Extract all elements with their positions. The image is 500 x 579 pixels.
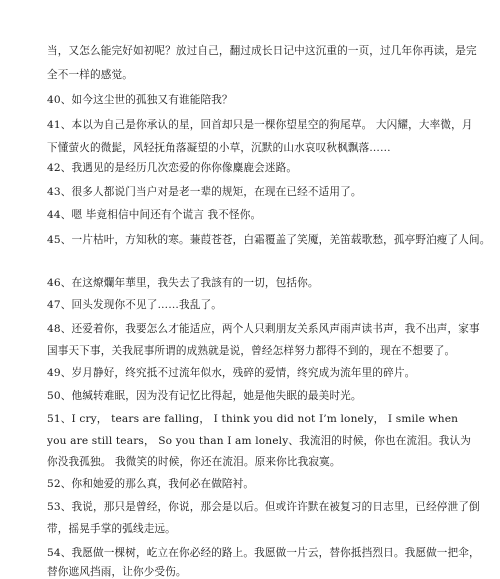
text-line: 45、一片枯叶，方知秋的寒。蒹葭苍苍，白霜覆盖了笑魇，羌笛载歌愁，孤亭野泊瘦了人间。	[47, 234, 491, 246]
text-line: 48、还爱着你，我要怎么才能适应，两个人只剩朋友关系风声雨声读书声，我不出声，家事	[47, 323, 480, 335]
text-line: 42、我遇见的是经历几次恋爱的你你像麋鹿会迷路。	[47, 162, 298, 174]
text-line: 替你遮风挡雨，让你少受伤。	[47, 566, 187, 578]
text-line: 44、嗯 毕竟相信中间还有个谎言 我不怪你。	[47, 209, 262, 221]
text-line: 下懂萤火的微髭，风轻抚角落凝望的小草，沉默的山水哀叹秋枫飘落……	[47, 142, 391, 154]
text-line: you are still tears， So you than I am lonely、我流泪的时候，你也在流泪。我认为	[47, 435, 471, 447]
text-line: 41、本以为自己是你承认的星，回首却只是一棵你望星空的狗尾草。 大闪耀，大率微，月	[47, 119, 473, 131]
text-line: 你没我孤独。 我微笑的时候，你还在流泪。原来你比我寂寞。	[47, 456, 341, 468]
text-line: 43、很多人都说门当户对是老一辈的规矩，在现在已经不适用了。	[47, 186, 362, 198]
text-line: 53、我说，那只是曾经，你说，那会是以后。但或许许默在被复习的日志里，已经停泄了倒	[47, 501, 480, 513]
text-line: 51、I cry， tears are falling， I think you did not I’m lonely， I smile when	[47, 413, 459, 425]
text-line: 40、如今这尘世的孤独又有谁能陪我？	[47, 94, 233, 106]
text-line: 带，摇晃手掌的弧线走远。	[47, 523, 176, 535]
text-line: 52、你和她爱的那么真，我何必在做陪衬。	[47, 478, 255, 490]
text-line: 47、回头发现你不见了……我乱了。	[47, 299, 222, 311]
text-line: 50、他缄转难眠，因为没有记忆比得起，她是他失眠的最美时光。	[47, 390, 362, 402]
text-line: 当，又怎么能完好如初呢？放过自己，翻过成长日记中这沉重的一页，过几年你再读，是完	[47, 45, 477, 57]
text-line: 54、我愿做一棵树，屹立在你必经的路上。我愿做一片云，替你抵挡烈日。我愿做一把伞，	[47, 547, 480, 559]
text-line: 国事天下事，关我屁事所谓的成熟就是说，曾经怎样努力都得不到的，现在不想要了。	[47, 345, 456, 357]
text-line: 46、在这燎爛年華里，我失去了我該有的一切，包括你。	[47, 277, 319, 289]
text-line: 49、岁月静好，终究抵不过流年似水，残碎的爱情，终究成为流年里的碎片。	[47, 367, 416, 379]
text-line: 全不一样的感觉。	[47, 69, 133, 81]
